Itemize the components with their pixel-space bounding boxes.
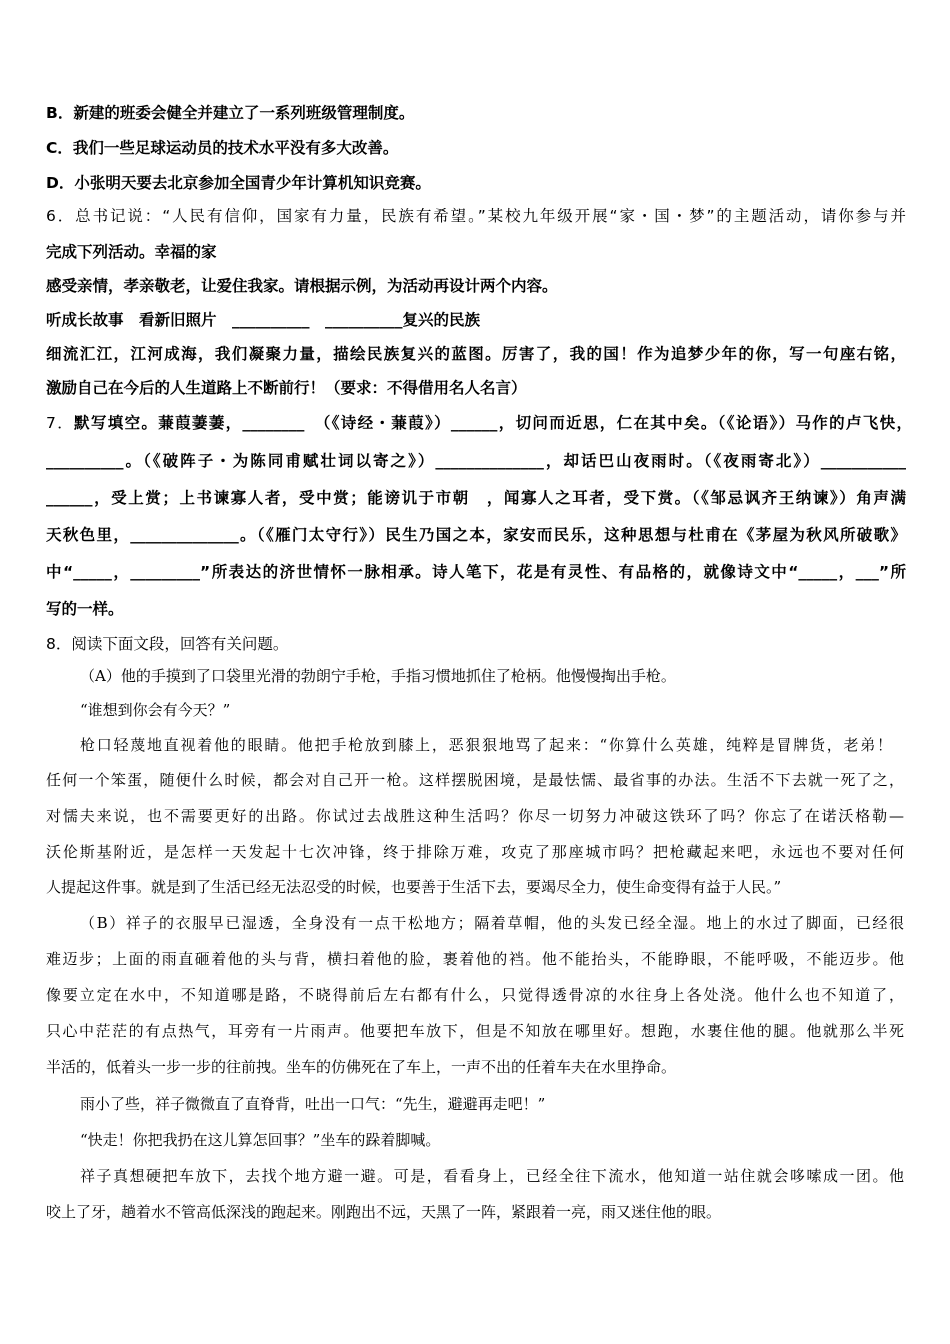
q8-passage-a-line-5: 对懦夫来说，也不需要更好的出路。你试过去战胜这种生活吗？你尽一切努力冲破这铁环了吗？你忘了在诺沃格勒— xyxy=(46,807,904,825)
q8-passage-a-line-4: 任何一个笨蛋，随便什么时候，都会对自己开一枪。这样摆脱困境，是最怯懦、最省事的办法。生活不下去就一死了之， xyxy=(46,771,904,789)
q8-passage-a-line-2: “谁想到你会有今天？” xyxy=(80,701,231,719)
q8-passage-a-line-3: 枪口轻蔑地直视着他的眼睛。他把手枪放到膝上，恶狠狠地骂了起来：“你算什么英雄，纯粹是冒牌货，老弟！ xyxy=(80,736,892,754)
q7-text-1: 默写填空。蒹葭萋萋，________ （《诗经・蒹葭》）______，切问而近思，仁在其中矣。（《论语》）马作的卢飞快， xyxy=(74,414,912,432)
q8-passage-b-line-4: 只心中茫茫的有点热气，耳旁有一片雨声。他要把车放下，但是不知放在哪里好。想跑，水裹住他的腿。他就那么半死 xyxy=(46,1022,904,1040)
option-d: D．小张明天要去北京参加全国青少年计算机知识竞赛。 xyxy=(46,174,431,192)
q7-line-4: 天秋色里，______________。（《雁门太守行》）民生乃国之本，家安而民乐，这种思想与杜甫在《茅屋为秋风所破歌》 xyxy=(46,526,906,544)
q6-stem-line-1: 6．总书记说：“人民有信仰，国家有力量，民族有希望。”某校九年级开展“家・国・梦”的主题活动，请你参与并 xyxy=(46,207,906,225)
q8-passage-a-line-1: （A）他的手摸到了口袋里光滑的勃朗宁手枪，手指习惯地抓住了枪柄。他慢慢掏出手枪。 xyxy=(80,667,676,685)
q8-passage-b-line-1: （B）祥子的衣服早已湿透，全身没有一点干松地方；隔着草帽，他的头发已经全湿。地上的水过了脚面，已经很 xyxy=(80,914,904,932)
q8-passage-b-line-7: “快走！你把我扔在这儿算怎回事？”坐车的跺着脚喊。 xyxy=(80,1131,441,1149)
q6-task-1: 感受亲情，孝亲敬老，让爱住我家。请根据示例，为活动再设计两个内容。 xyxy=(46,277,558,295)
option-c: C．我们一些足球运动员的技术水平没有多大改善。 xyxy=(46,139,399,157)
q8-passage-b-line-5: 半活的，低着头一步一步的往前拽。坐车的仿佛死在了车上，一声不出的任着车夫在水里挣命。 xyxy=(46,1058,677,1076)
q6-stem-line-2: 完成下列活动。幸福的家 xyxy=(46,243,217,261)
q6-task-2-line-1: 细流汇江，江河成海，我们凝聚力量，描绘民族复兴的蓝图。厉害了，我的国！作为追梦少年的你，写一句座右铭， xyxy=(46,345,906,363)
q8-passage-b-line-3: 像要立定在水中，不知道哪是路，不晓得前后左右都有什么，只觉得透骨凉的水往身上各处浇。他什么也不知道了， xyxy=(46,986,904,1004)
option-b: B．新建的班委会健全并建立了一系列班级管理制度。 xyxy=(46,104,415,122)
q7-line-2: __________。（《破阵子・为陈同甫赋壮词以寄之》）______________，却话巴山夜雨时。（《夜雨寄北》）___________ xyxy=(46,452,906,470)
q7-line-6: 写的一样。 xyxy=(46,600,124,618)
q8-passage-b-line-2: 难迈步；上面的雨直砸着他的头与背，横扫着他的脸，裹着他的裆。他不能抬头，不能睁眼，不能呼吸，不能迈步。他 xyxy=(46,950,904,968)
q8-passage-a-line-7: 人提起这件事。就是到了生活已经无法忍受的时候，也要善于生活下去，要竭尽全力，使生命变得有益于人民。” xyxy=(46,878,782,896)
q8-passage-a-line-6: 沃伦斯基附近，是怎样一天发起十七次冲锋，终于排除万难，攻克了那座城市吗？把枪藏起来吧，永远也不要对任何 xyxy=(46,843,904,861)
q7-line-3: ______，受上赏；上书谏寡人者，受中赏；能谤讥于市朝 ，闻寡人之耳者，受下赏。（《邹忌讽齐王纳谏》）角声满 xyxy=(46,489,906,507)
q7-line-5: 中“_____，_________”所表达的济世情怀一脉相承。诗人笔下，花是有灵性、有品格的，就像诗文中“_____，___”所 xyxy=(46,563,906,581)
q8-passage-b-line-9: 咬上了牙，趟着水不管高低深浅的跑起来。刚跑出不远，天黑了一阵，紧跟着一亮，雨又迷住他的眼。 xyxy=(46,1203,722,1221)
q6-task-2-line-2: 激励自己在今后的人生道路上不断前行！（要求：不得借用名人名言） xyxy=(46,379,527,397)
q7-line-1 xyxy=(46,413,912,433)
q8-passage-b-line-8: 祥子真想硬把车放下，去找个地方避一避。可是，看看身上，已经全往下流水，他知道一站住就会哆嗦成一团。他 xyxy=(80,1167,904,1185)
q6-examples: 听成长故事 看新旧照片 __________ __________复兴的民族 xyxy=(46,311,481,329)
q7-number: 7． xyxy=(46,414,75,432)
q8-intro: 8．阅读下面文段，回答有关问题。 xyxy=(46,635,289,653)
q8-passage-b-line-6: 雨小了些，祥子微微直了直脊背，吐出一口气：“先生，避避再走吧！” xyxy=(80,1095,546,1113)
